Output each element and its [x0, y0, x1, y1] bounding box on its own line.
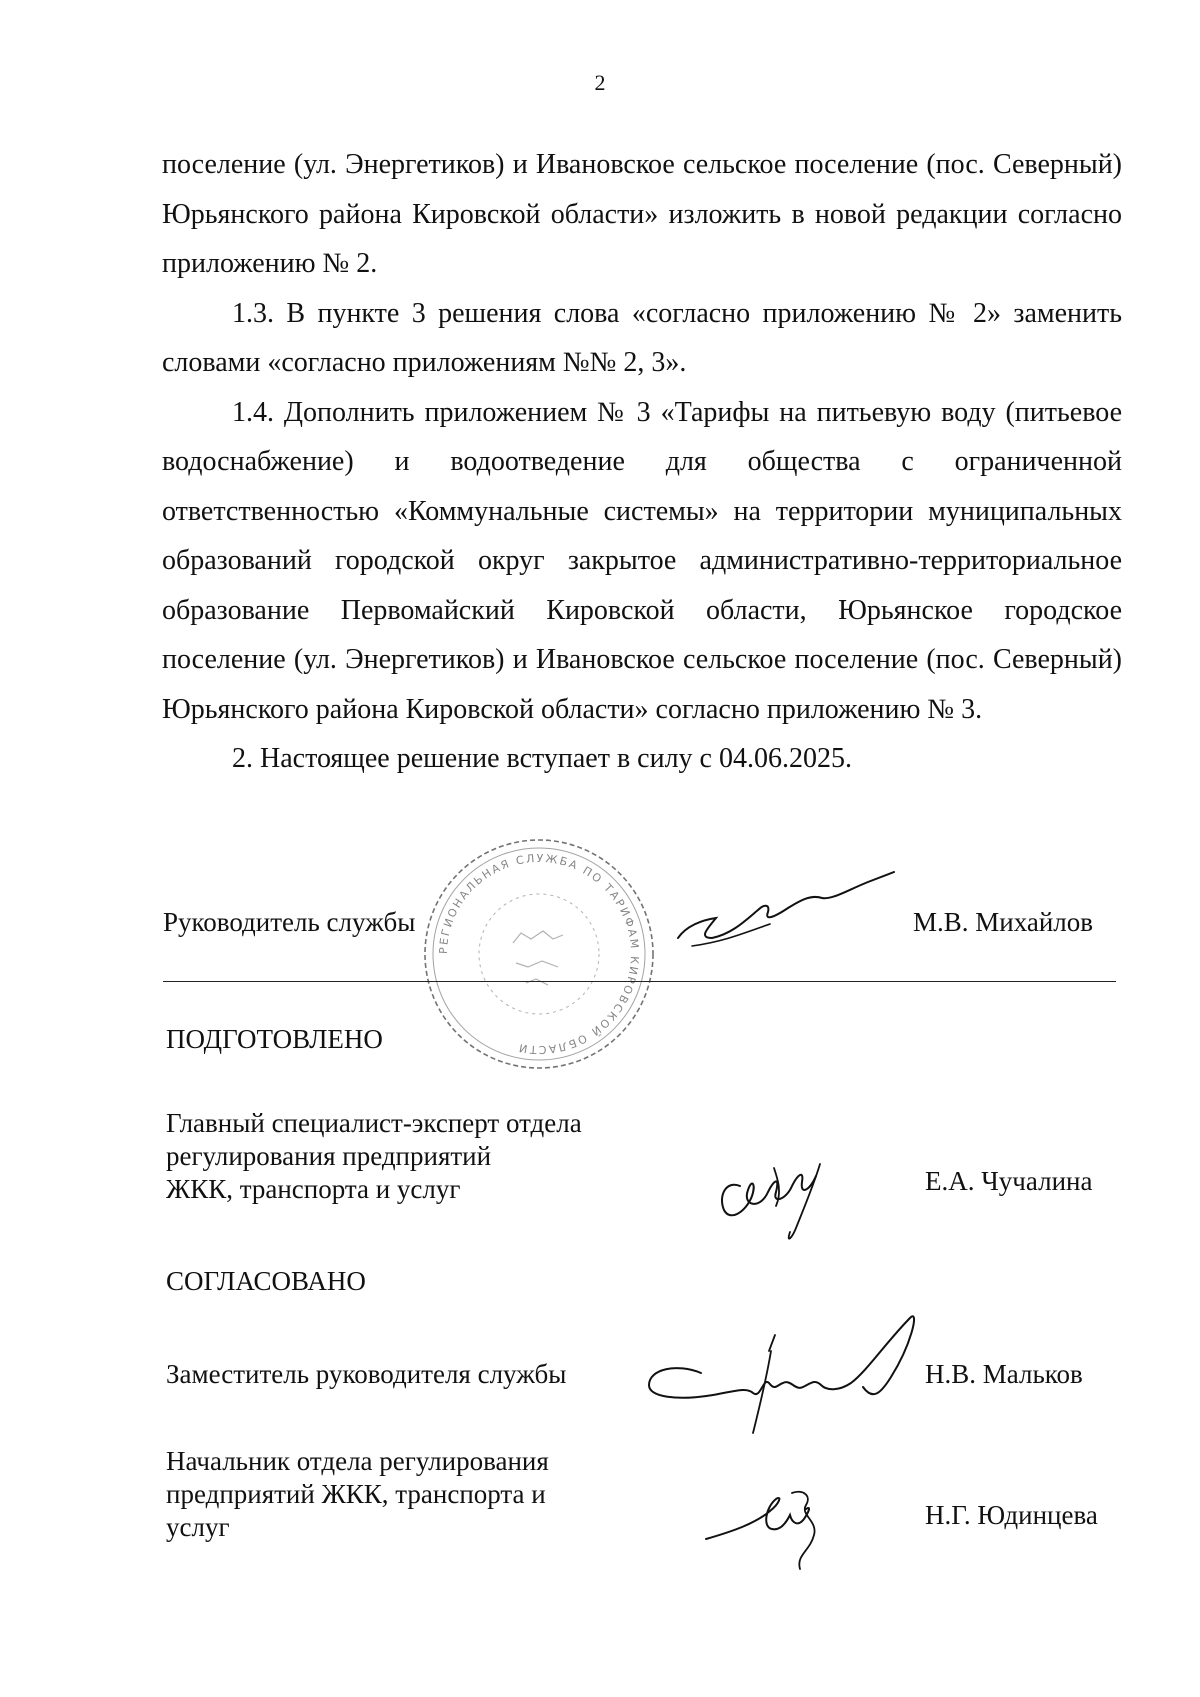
- head-signature: [672, 868, 902, 960]
- signature-divider: [163, 981, 1116, 982]
- paragraph-1-4: 1.4. Дополнить приложением № 3 «Тарифы на питьевую воду (питьевое водоснабжение) и водоотведение для общества с ограниченной ответственностью «Коммунальные системы» на территории муниципальных образований городской округ закрытое административно-территориальное образование Первомайский Кировской области, Юрьянское городское поселение (ул. Энергетиков) и Ивановское сельское поселение (пос. Северный) Юрьянского района Кировской области» согласно приложению № 3.: [162, 396, 1122, 725]
- prepared-position-line: Главный специалист-эксперт отдела: [166, 1108, 582, 1138]
- agreed-heading: СОГЛАСОВАНО: [166, 1266, 366, 1296]
- deputy-position: Заместитель руководителя службы: [166, 1359, 567, 1389]
- chief-position-line: предприятий ЖКК, транспорта и: [166, 1479, 546, 1509]
- chief-signature: [700, 1475, 840, 1575]
- seal-text: РЕГИОНАЛЬНАЯ СЛУЖБА ПО ТАРИФАМ КИРОВСКОЙ ОБЛАСТИ: [436, 851, 642, 1057]
- deputy-signature: [643, 1305, 933, 1437]
- svg-text:РЕГИОНАЛЬНАЯ СЛУЖБА ПО ТАРИФАМ: [437, 852, 641, 1056]
- paragraph-1-3: 1.3. В пункте 3 решения слова «согласно приложению № 2» заменить словами «согласно приложениям №№ 2, 3».: [162, 297, 1122, 378]
- paragraph-2: 2. Настоящее решение вступает в силу с 04.06.2025.: [232, 743, 852, 774]
- prepared-position: [166, 1107, 666, 1206]
- chief-position-line: услуг: [166, 1512, 230, 1542]
- prepared-heading: ПОДГОТОВЛЕНО: [166, 1024, 383, 1054]
- prepared-name: Е.А. Чучалина: [925, 1166, 1093, 1196]
- chief-position-line: Начальник отдела регулирования: [166, 1446, 549, 1476]
- head-position: Руководитель службы: [163, 907, 416, 937]
- prepared-signature: [712, 1140, 832, 1250]
- document-body: [162, 140, 1122, 784]
- paragraph-intro: поселение (ул. Энергетиков) и Ивановское сельское поселение (пос. Северный) Юрьянского района Кировской области» изложить в новой редакции согласно приложению № 2.: [162, 149, 1122, 279]
- chief-name: Н.Г. Юдинцева: [925, 1500, 1098, 1530]
- page-number: 2: [594, 70, 606, 95]
- prepared-position-line: ЖКК, транспорта и услуг: [166, 1174, 461, 1204]
- prepared-position-line: регулирования предприятий: [166, 1141, 492, 1171]
- head-name: М.В. Михайлов: [913, 907, 1094, 937]
- chief-position: [166, 1445, 666, 1544]
- official-seal: [418, 833, 660, 1075]
- deputy-name: Н.В. Мальков: [925, 1359, 1083, 1389]
